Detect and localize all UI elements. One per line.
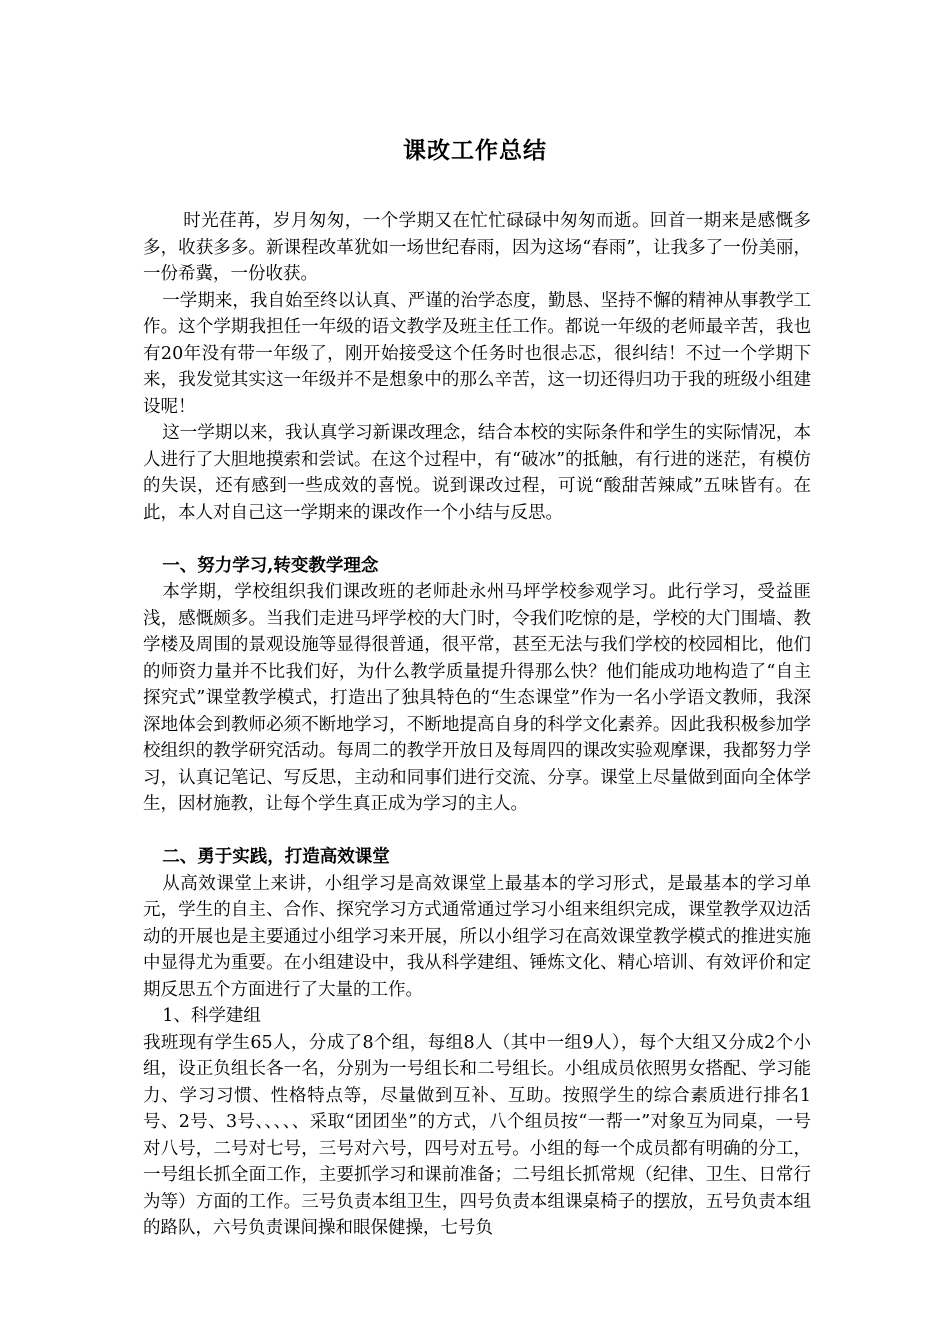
subsection-heading: 1、科学建组 [162,1006,261,1026]
body-paragraph: 一学期来，我自始至终以认真、严谨的治学态度，勤恳、坚持不懈的精神从事教学工作。这个学期我担任一年级的语文教学及班主任工作。都说一年级的老师最辛苦，我也有20年没有带一年级了，刚开始接受这个任务时也很忐忑，很纠结！不过一个学期下来，我发觉其实这一年级并不是想象中的那么辛苦，这一切还得归功于我的班级小组建设呢！ [143,290,811,417]
spacer [143,526,811,553]
intro-paragraph: 时光荏苒，岁月匆匆，一个学期又在忙忙碌碌中匆匆而逝。回首一期来是感慨多多，收获多多。新课程改革犹如一场世纪春雨，因为这场“春雨”，让我多了一份美丽，一份希冀，一份收获。 [143,211,811,284]
section-paragraph: 本学期，学校组织我们课改班的老师赴永州马坪学校参观学习。此行学习，受益匪浅，感慨颇多。当我们走进马坪学校的大门时，令我们吃惊的是，学校的大门围墙、教学楼及周围的景观设施等显得很普通，很平常，甚至无法与我们学校的校园相比，他们的师资力量并不比我们好，为什么教学质量提升得那么快？他们能成功地构造了“自主探究式”课堂教学模式，打造出了独具特色的“生态课堂”作为一名小学语文教师，我深深地体会到教师必须不断地学习，不断地提高自身的科学文化素养。因此我积极参加学校组织的教学研究活动。每周二的教学开放日及每周四的课改实验观摩课，我都努力学习，认真记笔记、写反思，主动和同事们进行交流、分享。课堂上尽量做到面向全体学生，因材施教，让每个学生真正成为学习的主人。 [143,582,811,814]
spacer [143,818,811,845]
document-title: 课改工作总结 [403,137,547,164]
document-body [143,208,811,1242]
section-heading: 二、勇于实践，打造高效课堂 [162,847,390,867]
subsection-paragraph: 我班现有学生65人，分成了8个组，每组8人（其中一组9人），每个大组又分成2个小组，设正负组长各一名，分别为一号组长和二号组长。小组成员依照男女搭配、学习能力、学习习惯、性格特点等，尽量做到互补、互助。按照学生的综合素质进行排名1号、2号、3号、、、、、采取“团团坐”的方式，八个组员按“一帮一”对象互为同桌，一号对八号，二号对七号，三号对六号，四号对五号。小组的每一个成员都有明确的分工，一号组长抓全面工作，主要抓学习和课前准备；二号组长抓常规（纪律、卫生、日常行为等）方面的工作。三号负责本组卫生，四号负责本组课桌椅子的摆放，五号负责本组的路队，六号负责课间操和眼保健操，七号负 [143,1032,811,1238]
section-paragraph: 从高效课堂上来讲，小组学习是高效课堂上最基本的学习形式，是最基本的学习单元，学生的自主、合作、探究学习方式通常通过学习小组来组织完成，课堂教学双边活动的开展也是主要通过小组学习来开展，所以小组学习在高效课堂教学模式的推进实施中显得尤为重要。在小组建设中，我从科学建组、锤炼文化、精心培训、有效评价和定期反思五个方面进行了大量的工作。 [143,873,811,1000]
section-heading: 一、努力学习,转变教学理念 [162,555,379,576]
body-paragraph: 这一学期以来，我认真学习新课改理念，结合本校的实际条件和学生的实际情况，本人进行了大胆地摸索和尝试。在这个过程中，有“破冰”的抵触，有行进的迷茫，有模仿的失误，还有感到一些成效的喜悦。说到课改过程，可说“酸甜苦辣咸”五味皆有。在此，本人对自己这一学期来的课改作一个小结与反思。 [143,423,811,523]
